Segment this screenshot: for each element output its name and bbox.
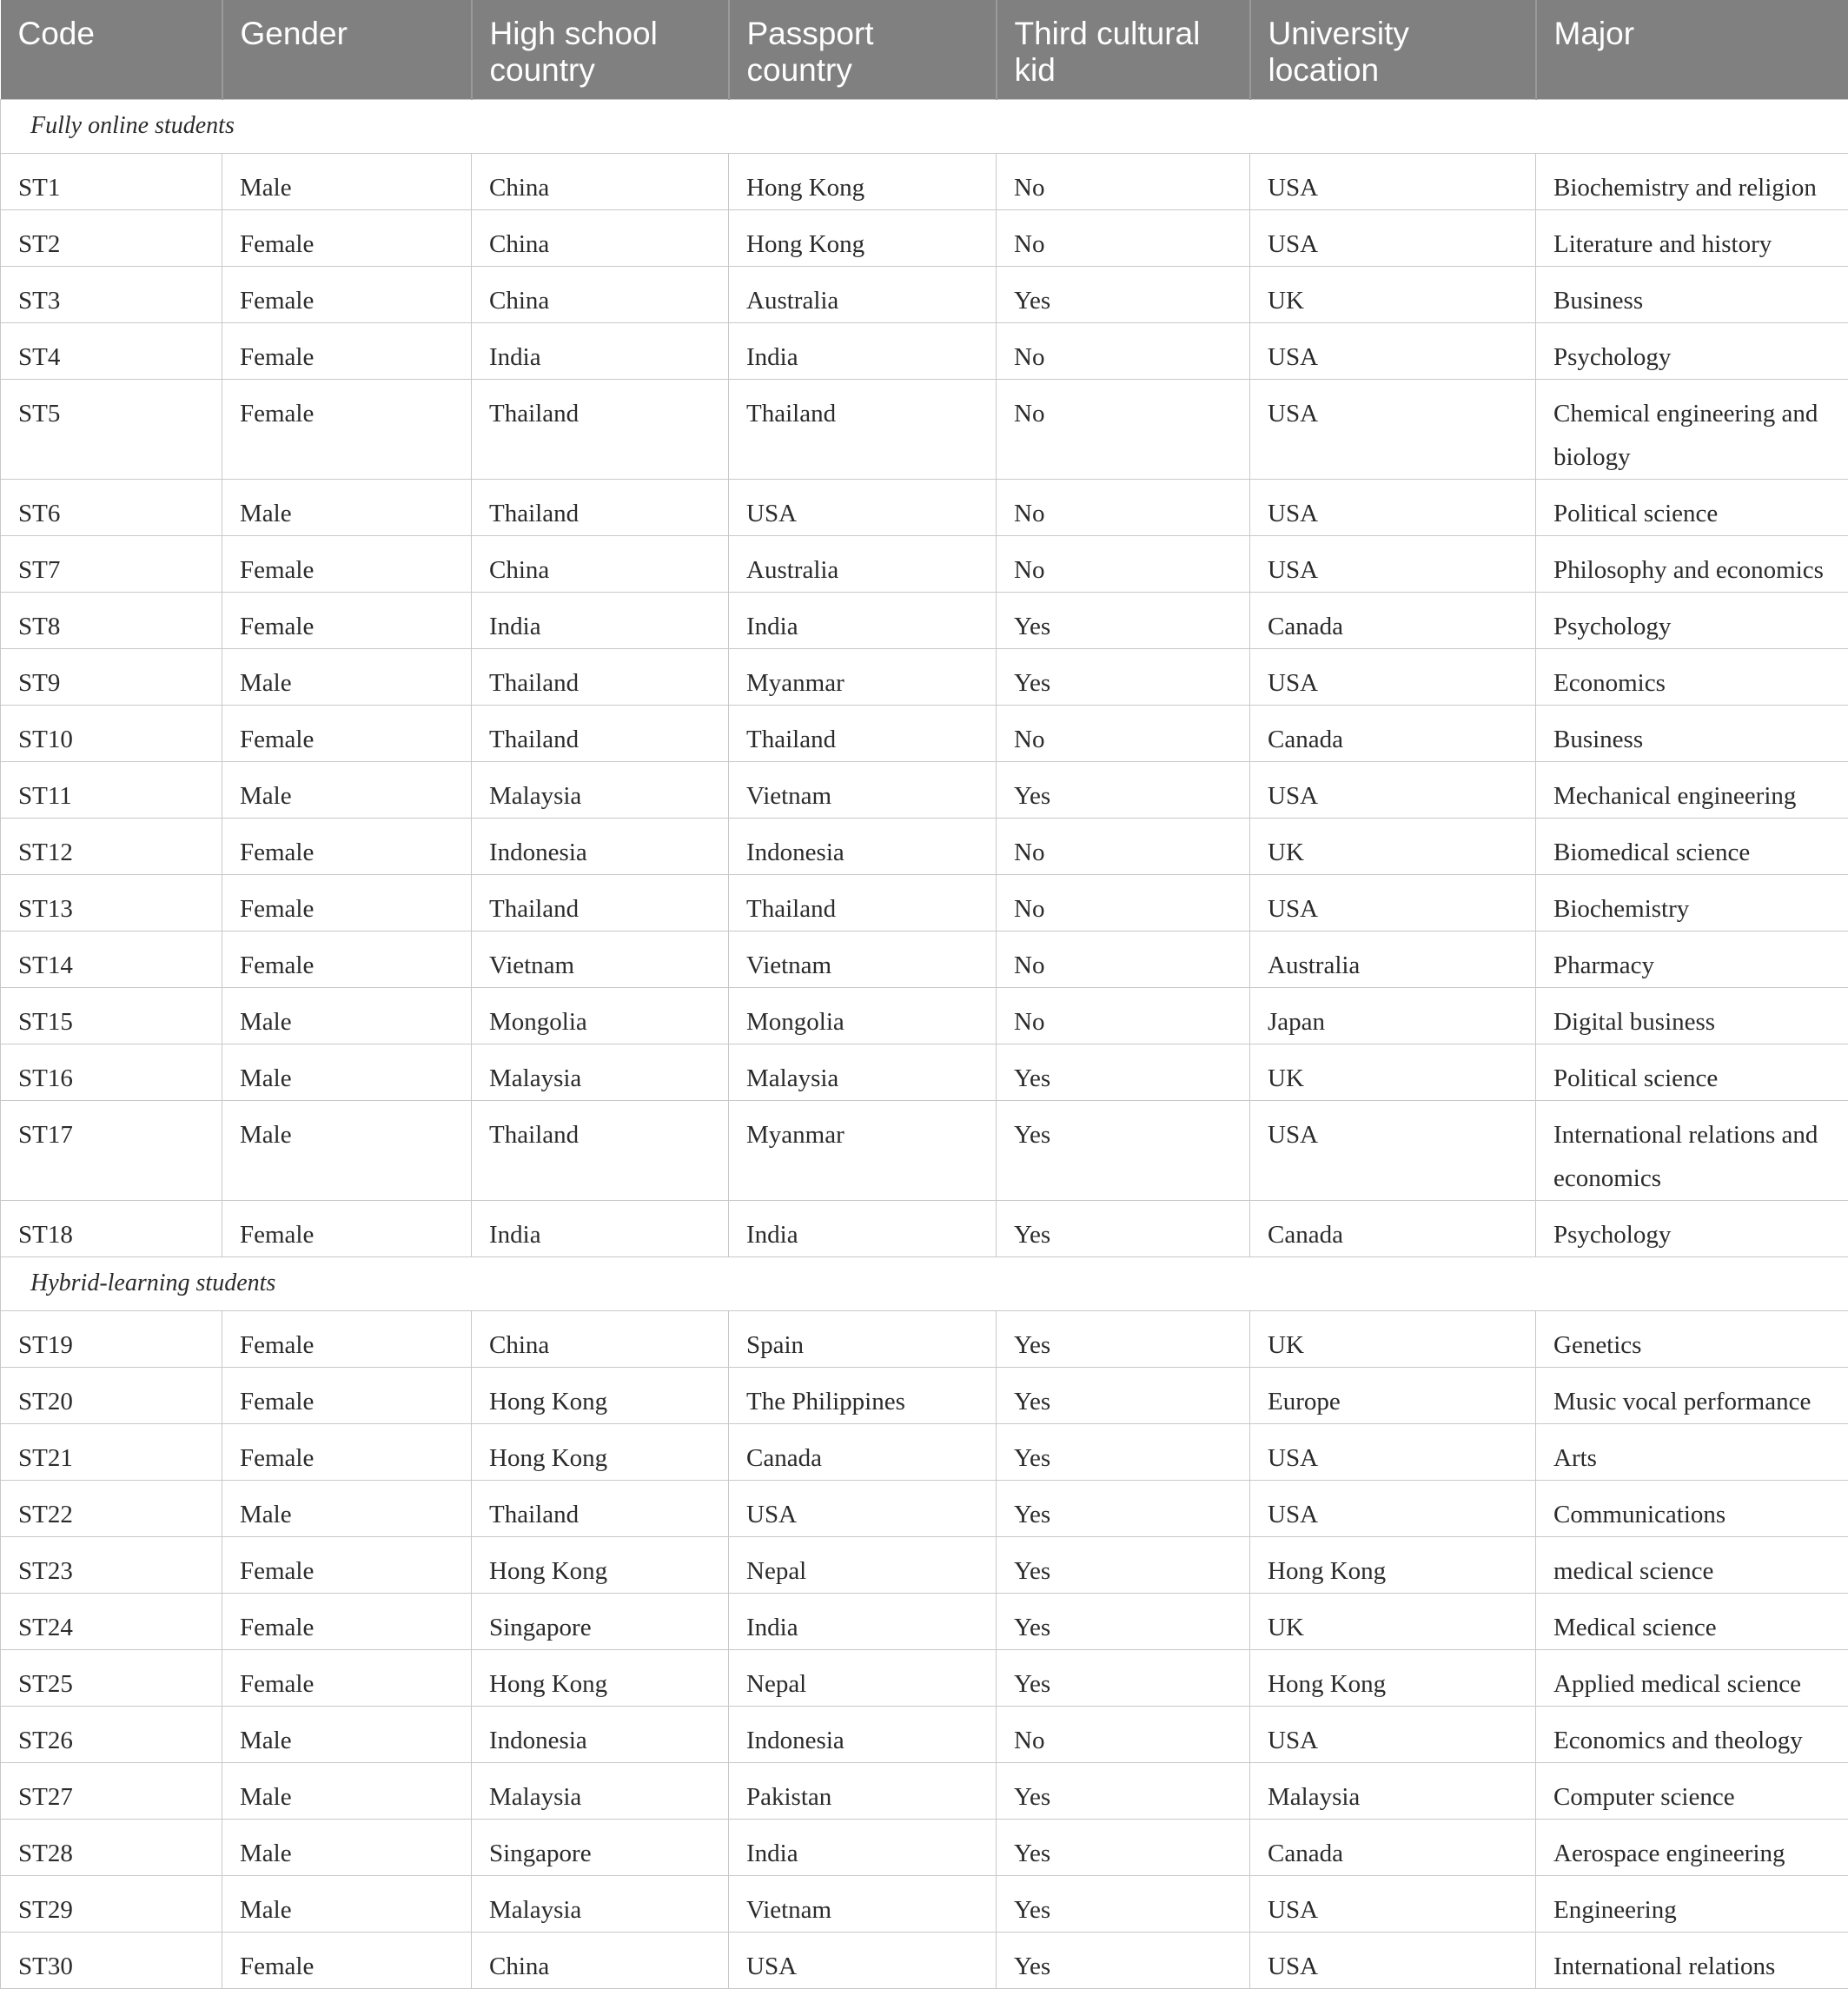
column-header-third-cultural-kid: Third cultural kid <box>997 0 1250 99</box>
cell-university-location: UK <box>1250 1310 1536 1367</box>
cell-passport-country: Nepal <box>729 1536 997 1593</box>
cell-code: ST25 <box>1 1649 222 1706</box>
cell-third-cultural-kid: Yes <box>997 1875 1250 1932</box>
cell-third-cultural-kid: No <box>997 874 1250 931</box>
table-row <box>1 535 1848 592</box>
cell-third-cultural-kid: No <box>997 479 1250 535</box>
cell-university-location: USA <box>1250 874 1536 931</box>
header-row <box>1 0 1848 99</box>
cell-gender: Male <box>222 1875 472 1932</box>
cell-gender: Female <box>222 705 472 761</box>
cell-high-school-country: Singapore <box>472 1593 729 1649</box>
cell-code: ST29 <box>1 1875 222 1932</box>
table-row <box>1 818 1848 874</box>
cell-university-location: USA <box>1250 1100 1536 1200</box>
cell-high-school-country: Malaysia <box>472 761 729 818</box>
cell-university-location: UK <box>1250 1593 1536 1649</box>
cell-high-school-country: Malaysia <box>472 1762 729 1819</box>
cell-university-location: USA <box>1250 379 1536 479</box>
cell-third-cultural-kid: Yes <box>997 1593 1250 1649</box>
table-row <box>1 479 1848 535</box>
table-row <box>1 1100 1848 1200</box>
cell-university-location: USA <box>1250 761 1536 818</box>
cell-third-cultural-kid: Yes <box>997 1100 1250 1200</box>
cell-gender: Female <box>222 1593 472 1649</box>
cell-code: ST23 <box>1 1536 222 1593</box>
cell-university-location: Malaysia <box>1250 1762 1536 1819</box>
cell-code: ST22 <box>1 1480 222 1536</box>
cell-university-location: UK <box>1250 266 1536 322</box>
table-row <box>1 209 1848 266</box>
cell-third-cultural-kid: Yes <box>997 1200 1250 1256</box>
cell-gender: Male <box>222 1706 472 1762</box>
cell-major: Chemical engineering and biology <box>1536 379 1848 479</box>
cell-third-cultural-kid: Yes <box>997 266 1250 322</box>
cell-major: Psychology <box>1536 322 1848 379</box>
cell-gender: Female <box>222 379 472 479</box>
cell-university-location: Canada <box>1250 705 1536 761</box>
cell-code: ST8 <box>1 592 222 648</box>
cell-major: Genetics <box>1536 1310 1848 1367</box>
cell-high-school-country: Hong Kong <box>472 1649 729 1706</box>
cell-high-school-country: Vietnam <box>472 931 729 987</box>
table-row <box>1 153 1848 209</box>
cell-passport-country: Thailand <box>729 705 997 761</box>
cell-passport-country: India <box>729 592 997 648</box>
cell-code: ST17 <box>1 1100 222 1200</box>
cell-passport-country: USA <box>729 1932 997 1988</box>
cell-major: Music vocal performance <box>1536 1367 1848 1423</box>
cell-gender: Male <box>222 1100 472 1200</box>
cell-major: Applied medical science <box>1536 1649 1848 1706</box>
cell-third-cultural-kid: Yes <box>997 1932 1250 1988</box>
cell-university-location: Japan <box>1250 987 1536 1044</box>
cell-passport-country: Pakistan <box>729 1762 997 1819</box>
cell-major: Psychology <box>1536 592 1848 648</box>
cell-major: Mechanical engineering <box>1536 761 1848 818</box>
cell-third-cultural-kid: No <box>997 931 1250 987</box>
cell-gender: Female <box>222 818 472 874</box>
cell-major: Computer science <box>1536 1762 1848 1819</box>
cell-high-school-country: China <box>472 1932 729 1988</box>
cell-passport-country: India <box>729 322 997 379</box>
cell-gender: Female <box>222 535 472 592</box>
column-header-gender: Gender <box>222 0 472 99</box>
cell-third-cultural-kid: No <box>997 705 1250 761</box>
cell-high-school-country: China <box>472 535 729 592</box>
table-row <box>1 648 1848 705</box>
cell-major: Psychology <box>1536 1200 1848 1256</box>
table-row <box>1 874 1848 931</box>
cell-high-school-country: India <box>472 592 729 648</box>
table-row <box>1 266 1848 322</box>
cell-code: ST1 <box>1 153 222 209</box>
column-header-high-school-country: High school country <box>472 0 729 99</box>
cell-passport-country: Vietnam <box>729 931 997 987</box>
cell-code: ST13 <box>1 874 222 931</box>
section-label: Fully online students <box>1 99 1848 153</box>
cell-major: medical science <box>1536 1536 1848 1593</box>
table-row <box>1 1536 1848 1593</box>
cell-major: Aerospace engineering <box>1536 1819 1848 1875</box>
section-row <box>1 99 1848 153</box>
cell-third-cultural-kid: No <box>997 987 1250 1044</box>
cell-gender: Male <box>222 153 472 209</box>
cell-passport-country: India <box>729 1819 997 1875</box>
cell-passport-country: Spain <box>729 1310 997 1367</box>
cell-passport-country: Nepal <box>729 1649 997 1706</box>
cell-major: Biochemistry <box>1536 874 1848 931</box>
cell-high-school-country: Malaysia <box>472 1044 729 1100</box>
cell-university-location: Canada <box>1250 592 1536 648</box>
cell-third-cultural-kid: Yes <box>997 761 1250 818</box>
cell-passport-country: India <box>729 1200 997 1256</box>
cell-high-school-country: Thailand <box>472 379 729 479</box>
cell-high-school-country: Hong Kong <box>472 1536 729 1593</box>
cell-university-location: Canada <box>1250 1200 1536 1256</box>
cell-code: ST11 <box>1 761 222 818</box>
table-row <box>1 1819 1848 1875</box>
cell-code: ST19 <box>1 1310 222 1367</box>
cell-high-school-country: Hong Kong <box>472 1423 729 1480</box>
cell-passport-country: USA <box>729 479 997 535</box>
cell-university-location: USA <box>1250 535 1536 592</box>
cell-third-cultural-kid: Yes <box>997 648 1250 705</box>
cell-high-school-country: Thailand <box>472 1480 729 1536</box>
cell-university-location: USA <box>1250 1480 1536 1536</box>
cell-third-cultural-kid: Yes <box>997 1649 1250 1706</box>
cell-code: ST3 <box>1 266 222 322</box>
cell-high-school-country: Thailand <box>472 874 729 931</box>
cell-major: Medical science <box>1536 1593 1848 1649</box>
cell-third-cultural-kid: No <box>997 153 1250 209</box>
cell-code: ST5 <box>1 379 222 479</box>
cell-gender: Female <box>222 1310 472 1367</box>
cell-high-school-country: China <box>472 266 729 322</box>
cell-university-location: Australia <box>1250 931 1536 987</box>
cell-gender: Female <box>222 1200 472 1256</box>
cell-code: ST21 <box>1 1423 222 1480</box>
cell-passport-country: Vietnam <box>729 761 997 818</box>
cell-university-location: Europe <box>1250 1367 1536 1423</box>
cell-gender: Female <box>222 322 472 379</box>
cell-code: ST26 <box>1 1706 222 1762</box>
cell-passport-country: Hong Kong <box>729 153 997 209</box>
cell-passport-country: India <box>729 1593 997 1649</box>
table-header <box>1 0 1848 99</box>
cell-code: ST14 <box>1 931 222 987</box>
table-row <box>1 1762 1848 1819</box>
table-row <box>1 761 1848 818</box>
table-row <box>1 931 1848 987</box>
cell-high-school-country: Thailand <box>472 705 729 761</box>
cell-high-school-country: Indonesia <box>472 1706 729 1762</box>
cell-high-school-country: Indonesia <box>472 818 729 874</box>
cell-gender: Male <box>222 987 472 1044</box>
cell-gender: Female <box>222 1367 472 1423</box>
cell-passport-country: Hong Kong <box>729 209 997 266</box>
cell-major: Pharmacy <box>1536 931 1848 987</box>
cell-university-location: USA <box>1250 1706 1536 1762</box>
cell-third-cultural-kid: No <box>997 209 1250 266</box>
table-row <box>1 1044 1848 1100</box>
cell-code: ST30 <box>1 1932 222 1988</box>
cell-university-location: USA <box>1250 1875 1536 1932</box>
cell-university-location: USA <box>1250 153 1536 209</box>
cell-third-cultural-kid: No <box>997 322 1250 379</box>
cell-code: ST7 <box>1 535 222 592</box>
column-header-major: Major <box>1536 0 1848 99</box>
cell-gender: Female <box>222 1649 472 1706</box>
cell-high-school-country: China <box>472 209 729 266</box>
cell-code: ST10 <box>1 705 222 761</box>
table-row <box>1 1649 1848 1706</box>
cell-gender: Male <box>222 648 472 705</box>
cell-gender: Female <box>222 874 472 931</box>
cell-third-cultural-kid: Yes <box>997 1536 1250 1593</box>
cell-major: Economics and theology <box>1536 1706 1848 1762</box>
cell-major: Digital business <box>1536 987 1848 1044</box>
cell-third-cultural-kid: Yes <box>997 1044 1250 1100</box>
cell-code: ST16 <box>1 1044 222 1100</box>
cell-third-cultural-kid: Yes <box>997 1423 1250 1480</box>
cell-university-location: USA <box>1250 479 1536 535</box>
cell-passport-country: Thailand <box>729 379 997 479</box>
table-row <box>1 987 1848 1044</box>
cell-university-location: USA <box>1250 648 1536 705</box>
cell-high-school-country: Thailand <box>472 1100 729 1200</box>
cell-major: Literature and history <box>1536 209 1848 266</box>
cell-major: Engineering <box>1536 1875 1848 1932</box>
table-row <box>1 1480 1848 1536</box>
table-row <box>1 592 1848 648</box>
cell-high-school-country: Thailand <box>472 648 729 705</box>
cell-gender: Female <box>222 931 472 987</box>
cell-high-school-country: India <box>472 1200 729 1256</box>
cell-university-location: USA <box>1250 1423 1536 1480</box>
cell-major: Arts <box>1536 1423 1848 1480</box>
cell-university-location: Canada <box>1250 1819 1536 1875</box>
cell-passport-country: USA <box>729 1480 997 1536</box>
table-row <box>1 1593 1848 1649</box>
cell-major: Biochemistry and religion <box>1536 153 1848 209</box>
cell-high-school-country: Malaysia <box>472 1875 729 1932</box>
cell-code: ST6 <box>1 479 222 535</box>
table-row <box>1 322 1848 379</box>
cell-major: Communications <box>1536 1480 1848 1536</box>
cell-passport-country: Myanmar <box>729 1100 997 1200</box>
cell-third-cultural-kid: No <box>997 1706 1250 1762</box>
column-header-code: Code <box>1 0 222 99</box>
section-row <box>1 1256 1848 1310</box>
cell-third-cultural-kid: Yes <box>997 1310 1250 1367</box>
cell-code: ST28 <box>1 1819 222 1875</box>
cell-major: Business <box>1536 705 1848 761</box>
cell-university-location: Hong Kong <box>1250 1536 1536 1593</box>
cell-passport-country: Indonesia <box>729 1706 997 1762</box>
table-row <box>1 1200 1848 1256</box>
table-row <box>1 1875 1848 1932</box>
cell-passport-country: Australia <box>729 535 997 592</box>
cell-major: Political science <box>1536 479 1848 535</box>
cell-passport-country: Canada <box>729 1423 997 1480</box>
cell-third-cultural-kid: Yes <box>997 1762 1250 1819</box>
cell-code: ST2 <box>1 209 222 266</box>
cell-university-location: Hong Kong <box>1250 1649 1536 1706</box>
cell-gender: Female <box>222 1536 472 1593</box>
table-row <box>1 1367 1848 1423</box>
cell-major: International relations and economics <box>1536 1100 1848 1200</box>
cell-gender: Male <box>222 1762 472 1819</box>
cell-code: ST15 <box>1 987 222 1044</box>
cell-university-location: UK <box>1250 818 1536 874</box>
cell-passport-country: Australia <box>729 266 997 322</box>
cell-third-cultural-kid: Yes <box>997 1480 1250 1536</box>
cell-passport-country: Myanmar <box>729 648 997 705</box>
cell-code: ST12 <box>1 818 222 874</box>
cell-third-cultural-kid: Yes <box>997 592 1250 648</box>
cell-third-cultural-kid: No <box>997 818 1250 874</box>
cell-code: ST4 <box>1 322 222 379</box>
cell-major: Business <box>1536 266 1848 322</box>
cell-high-school-country: Thailand <box>472 479 729 535</box>
cell-code: ST27 <box>1 1762 222 1819</box>
cell-passport-country: Vietnam <box>729 1875 997 1932</box>
cell-gender: Male <box>222 1480 472 1536</box>
cell-gender: Female <box>222 592 472 648</box>
cell-third-cultural-kid: Yes <box>997 1819 1250 1875</box>
table-row <box>1 1706 1848 1762</box>
cell-passport-country: Indonesia <box>729 818 997 874</box>
cell-third-cultural-kid: Yes <box>997 1367 1250 1423</box>
cell-code: ST20 <box>1 1367 222 1423</box>
section-label: Hybrid-learning students <box>1 1256 1848 1310</box>
cell-major: International relations <box>1536 1932 1848 1988</box>
column-header-university-location: University location <box>1250 0 1536 99</box>
cell-university-location: USA <box>1250 1932 1536 1988</box>
table-row <box>1 1310 1848 1367</box>
cell-gender: Male <box>222 761 472 818</box>
table-row <box>1 1932 1848 1988</box>
cell-gender: Male <box>222 1044 472 1100</box>
cell-code: ST18 <box>1 1200 222 1256</box>
column-header-passport-country: Passport country <box>729 0 997 99</box>
cell-major: Political science <box>1536 1044 1848 1100</box>
cell-passport-country: Mongolia <box>729 987 997 1044</box>
table-row <box>1 705 1848 761</box>
cell-university-location: USA <box>1250 209 1536 266</box>
cell-high-school-country: Hong Kong <box>472 1367 729 1423</box>
table-body <box>1 99 1848 1988</box>
cell-high-school-country: Singapore <box>472 1819 729 1875</box>
cell-gender: Male <box>222 1819 472 1875</box>
cell-high-school-country: India <box>472 322 729 379</box>
cell-gender: Female <box>222 209 472 266</box>
cell-university-location: UK <box>1250 1044 1536 1100</box>
cell-passport-country: Malaysia <box>729 1044 997 1100</box>
table-row <box>1 1423 1848 1480</box>
cell-third-cultural-kid: No <box>997 379 1250 479</box>
cell-university-location: USA <box>1250 322 1536 379</box>
cell-major: Economics <box>1536 648 1848 705</box>
cell-high-school-country: China <box>472 153 729 209</box>
cell-passport-country: Thailand <box>729 874 997 931</box>
cell-third-cultural-kid: No <box>997 535 1250 592</box>
cell-code: ST9 <box>1 648 222 705</box>
cell-major: Philosophy and economics <box>1536 535 1848 592</box>
cell-gender: Female <box>222 266 472 322</box>
cell-gender: Female <box>222 1932 472 1988</box>
cell-high-school-country: Mongolia <box>472 987 729 1044</box>
cell-gender: Female <box>222 1423 472 1480</box>
table-row <box>1 379 1848 479</box>
cell-code: ST24 <box>1 1593 222 1649</box>
cell-gender: Male <box>222 479 472 535</box>
cell-major: Biomedical science <box>1536 818 1848 874</box>
cell-high-school-country: China <box>472 1310 729 1367</box>
cell-passport-country: The Philippines <box>729 1367 997 1423</box>
